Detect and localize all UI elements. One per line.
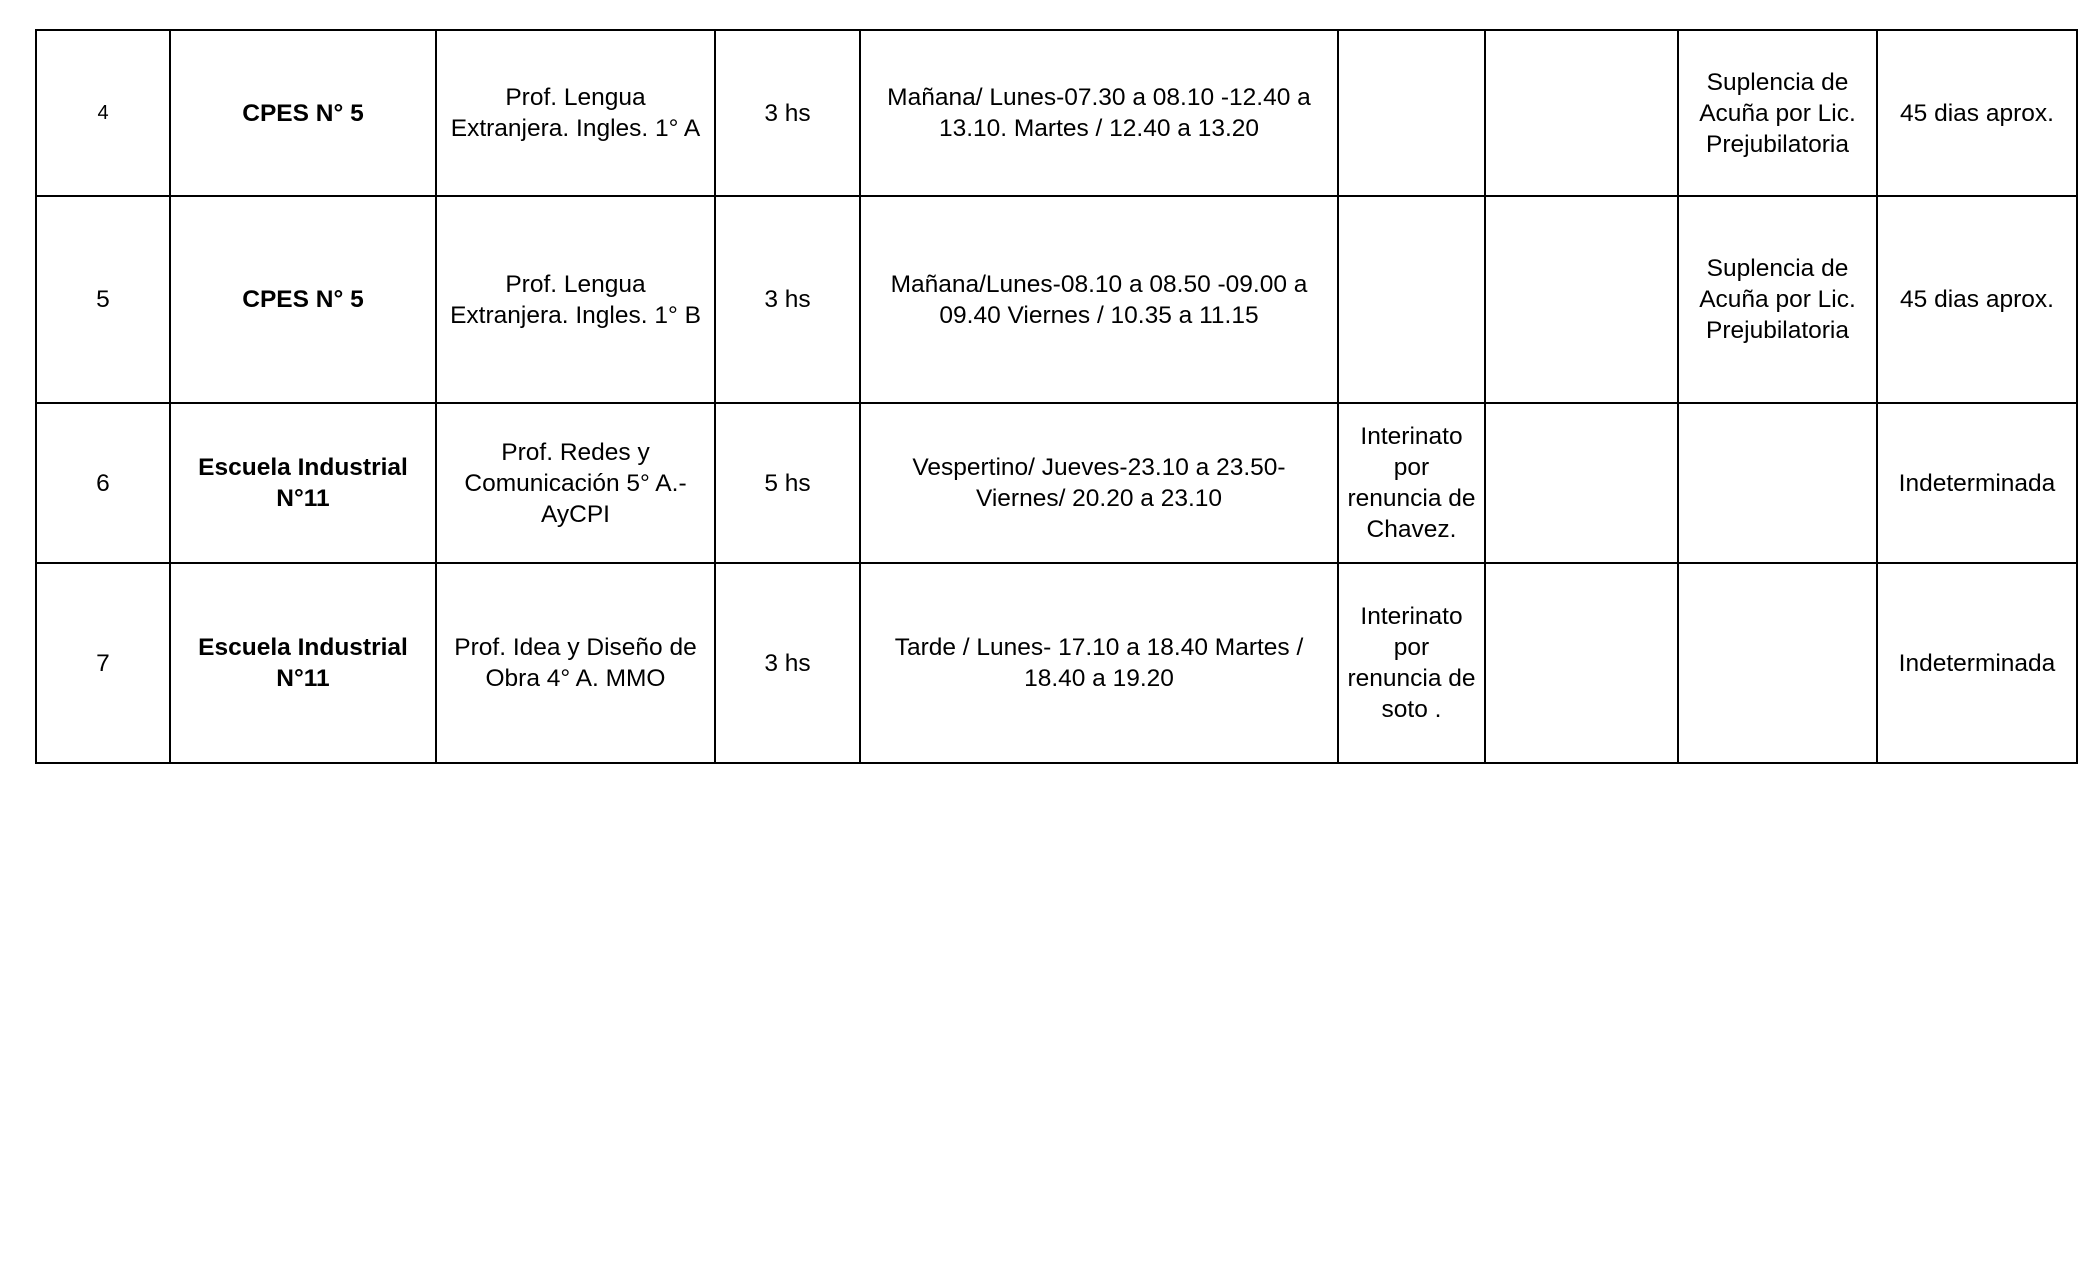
schedule-cell: Mañana/Lunes-08.10 a 08.50 -09.00 a 09.40 Viernes / 10.35 a 11.15 (860, 196, 1338, 403)
duration-cell: 45 dias aprox. (1877, 30, 2077, 196)
empty-cell (1485, 30, 1678, 196)
row-number-cell: 6 (36, 403, 170, 563)
interinato-cell (1338, 196, 1485, 403)
table-row (36, 30, 2077, 196)
vacancies-table (35, 29, 2078, 764)
hours-cell: 3 hs (715, 563, 860, 763)
position-cell: Prof. Redes y Comunicación 5° A.- AyCPI (436, 403, 715, 563)
table-row (36, 196, 2077, 403)
row-number-cell: 4 (36, 30, 170, 196)
schedule-cell: Vespertino/ Jueves-23.10 a 23.50- Viernes/ 20.20 a 23.10 (860, 403, 1338, 563)
row-number-cell: 5 (36, 196, 170, 403)
duration-cell: Indeterminada (1877, 563, 2077, 763)
hours-cell: 3 hs (715, 196, 860, 403)
school-cell: Escuela Industrial N°11 (170, 403, 436, 563)
empty-cell (1485, 403, 1678, 563)
empty-cell (1485, 563, 1678, 763)
schedule-cell: Tarde / Lunes- 17.10 a 18.40 Martes / 18.40 a 19.20 (860, 563, 1338, 763)
table-row (36, 403, 2077, 563)
duration-cell: 45 dias aprox. (1877, 196, 2077, 403)
school-cell: CPES N° 5 (170, 196, 436, 403)
suplencia-cell (1678, 563, 1877, 763)
interinato-cell: Interinato por renuncia de soto . (1338, 563, 1485, 763)
suplencia-cell: Suplencia de Acuña por Lic. Prejubilatoria (1678, 196, 1877, 403)
row-number-cell: 7 (36, 563, 170, 763)
suplencia-cell: Suplencia de Acuña por Lic. Prejubilatoria (1678, 30, 1877, 196)
empty-cell (1485, 196, 1678, 403)
position-cell: Prof. Idea y Diseño de Obra 4° A. MMO (436, 563, 715, 763)
table-row (36, 563, 2077, 763)
interinato-cell: Interinato por renuncia de Chavez. (1338, 403, 1485, 563)
school-cell: Escuela Industrial N°11 (170, 563, 436, 763)
interinato-cell (1338, 30, 1485, 196)
school-cell: CPES N° 5 (170, 30, 436, 196)
position-cell: Prof. Lengua Extranjera. Ingles. 1° A (436, 30, 715, 196)
schedule-cell: Mañana/ Lunes-07.30 a 08.10 -12.40 a 13.10. Martes / 12.40 a 13.20 (860, 30, 1338, 196)
hours-cell: 5 hs (715, 403, 860, 563)
position-cell: Prof. Lengua Extranjera. Ingles. 1° B (436, 196, 715, 403)
duration-cell: Indeterminada (1877, 403, 2077, 563)
hours-cell: 3 hs (715, 30, 860, 196)
suplencia-cell (1678, 403, 1877, 563)
